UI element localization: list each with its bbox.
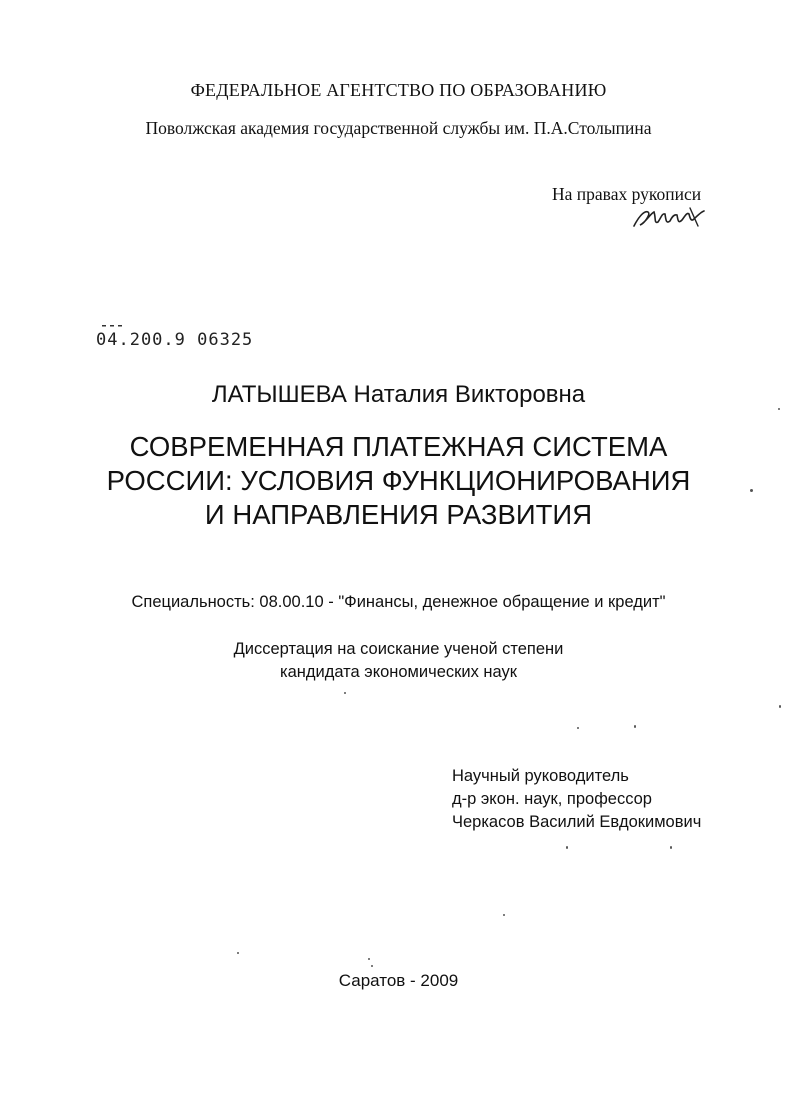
specialty: Специальность: 08.00.10 - "Финансы, денежное обращение и кредит" bbox=[131, 593, 666, 611]
scientific-advisor bbox=[452, 765, 701, 834]
advisor-line: д-р экон. наук, профессор bbox=[452, 790, 652, 808]
scan-speck bbox=[778, 408, 780, 410]
scan-speck bbox=[750, 489, 753, 492]
degree-line: кандидата экономических наук bbox=[279, 663, 517, 681]
title-line: СОВРЕМЕННАЯ ПЛАТЕЖНАЯ СИСТЕМА bbox=[129, 431, 668, 462]
advisor-line: Черкасов Василий Евдокимович bbox=[452, 813, 702, 831]
registration-marks bbox=[100, 322, 130, 330]
registration-number: 04.200.9 06325 bbox=[96, 330, 254, 350]
handwritten-signature bbox=[628, 198, 708, 234]
thesis-title bbox=[0, 430, 797, 532]
agency-heading: ФЕДЕРАЛЬНОЕ АГЕНТСТВО ПО ОБРАЗОВАНИЮ bbox=[190, 80, 607, 100]
scan-speck bbox=[779, 705, 781, 708]
scan-speck bbox=[371, 965, 373, 967]
title-line: РОССИИ: УСЛОВИЯ ФУНКЦИОНИРОВАНИЯ bbox=[106, 465, 691, 496]
academy-name: Поволжская академия государственной службы им. П.А.Столыпина bbox=[145, 118, 652, 138]
scan-speck bbox=[344, 692, 346, 694]
degree-line: Диссертация на соискание ученой степени bbox=[233, 640, 564, 658]
title-line: И НАПРАВЛЕНИЯ РАЗВИТИЯ bbox=[204, 499, 593, 530]
scan-speck bbox=[670, 846, 672, 849]
city-year: Саратов - 2009 bbox=[338, 971, 459, 990]
scan-speck bbox=[566, 846, 568, 849]
scan-speck bbox=[577, 727, 579, 729]
rights-note: На правах рукописи bbox=[552, 184, 702, 204]
scan-speck bbox=[368, 958, 370, 960]
author-name: ЛАТЫШЕВА Наталия Викторовна bbox=[211, 381, 586, 408]
scan-speck bbox=[237, 952, 239, 954]
advisor-line: Научный руководитель bbox=[452, 767, 629, 785]
scan-speck bbox=[503, 914, 505, 916]
scan-speck bbox=[634, 725, 636, 728]
degree-statement bbox=[0, 638, 797, 684]
